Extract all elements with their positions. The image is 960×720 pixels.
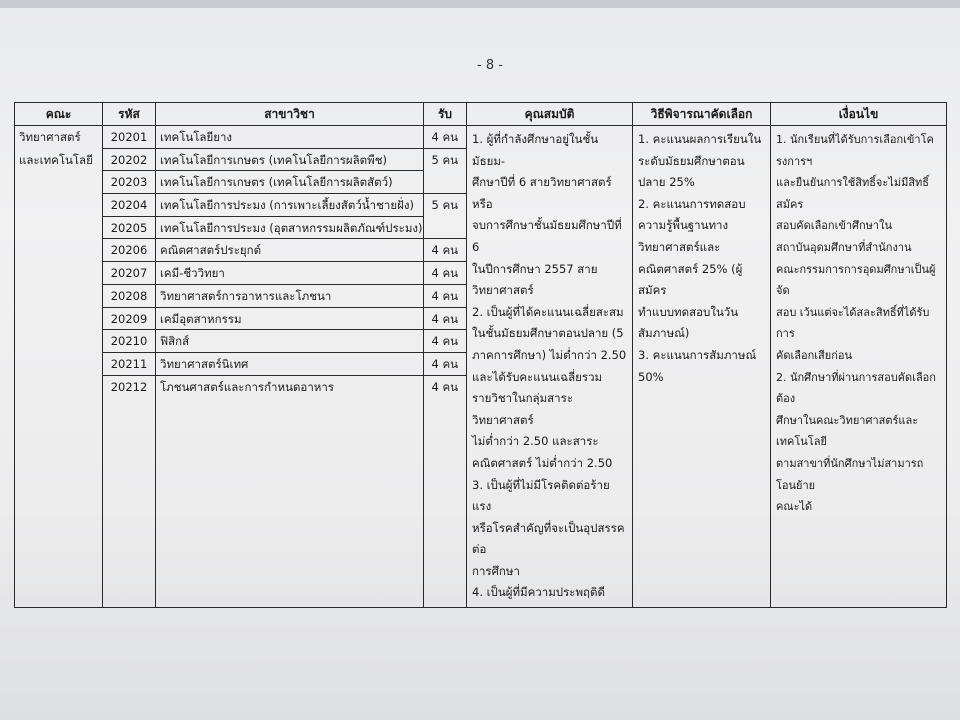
seats-cell: 4 คน: [424, 308, 466, 331]
condition-line: คณะได้: [776, 500, 813, 514]
selection-line: 2. คะแนนการทดสอบ: [638, 196, 746, 211]
major-cell: เคมีอุตสาหกรรม: [156, 308, 423, 331]
condition-line: สถาบันอุดมศึกษาที่สำนักงาน: [776, 240, 912, 254]
qualification-line: หรือโรคสำคัญที่จะเป็นอุปสรรคต่อ: [472, 520, 625, 557]
code-cell: 20207: [103, 262, 155, 285]
major-column: [156, 126, 424, 608]
condition-line: ตามสาขาที่นักศึกษาไม่สามารถโอนย้าย: [776, 456, 924, 492]
admission-table: [14, 102, 947, 608]
major-cell: เทคโนโลยีการประมง (การเพาะเลี้ยงสัตว์น้ำชายฝั่ง): [156, 194, 423, 217]
major-cell: เทคโนโลยียาง: [156, 126, 423, 149]
header-conditions: เงื่อนไข: [771, 103, 947, 126]
major-cell: เทคโนโลยีการเกษตร (เทคโนโลยีการผลิตพืช): [156, 149, 423, 172]
qualification-line: วิทยาศาสตร์: [472, 283, 534, 298]
condition-line: คัดเลือกเสียก่อน: [776, 348, 852, 362]
code-column: [103, 126, 156, 608]
qualification-line: จบการศึกษาชั้นมัธยมศึกษาปีที่ 6: [472, 218, 622, 254]
condition-line: คณะกรรมการการอุดมศึกษาเป็นผู้จัด: [776, 262, 936, 298]
code-cell: 20202: [103, 149, 155, 172]
qualification-line: ภาคการศึกษา) ไม่ต่ำกว่า 2.50: [472, 347, 627, 362]
major-cell: คณิตศาสตร์ประยุกต์: [156, 239, 423, 262]
selection-line: วิทยาศาสตร์และ: [638, 239, 721, 254]
code-cell: 20208: [103, 285, 155, 308]
condition-line: สอบคัดเลือกเข้าศึกษาใน: [776, 219, 892, 233]
code-cell: 20209: [103, 308, 155, 331]
selection-line: ทำแบบทดสอบในวัน: [638, 304, 739, 319]
seats-cell: 4 คน: [424, 330, 466, 353]
selection-line: 50%: [638, 369, 664, 384]
seats-cell: 4 คน: [424, 353, 466, 376]
major-cell: โภชนศาสตร์และการกำหนดอาหาร: [160, 379, 334, 394]
condition-line: สอบ เว้นแต่จะได้สละสิทธิ์ที่ได้รับการ: [776, 305, 930, 341]
major-cell: วิทยาศาสตร์นิเทศ: [156, 353, 423, 376]
qualification-line: 2. เป็นผู้ที่ได้คะแนนเฉลี่ยสะสม: [472, 304, 624, 319]
conditions-cell: [771, 126, 947, 608]
selection-cell: [633, 126, 771, 608]
code-cell: 20201: [103, 126, 155, 149]
qualification-line: ศึกษาปีที่ 6 สายวิทยาศาสตร์หรือ: [472, 175, 612, 211]
header-faculty: คณะ: [15, 103, 103, 126]
faculty-line: วิทยาศาสตร์: [19, 130, 81, 144]
major-cell: ฟิสิกส์: [156, 330, 423, 353]
major-cell: เคมี-ชีววิทยา: [156, 262, 423, 285]
faculty-line: และเทคโนโลยี: [19, 152, 93, 167]
seats-cell: 4 คน: [424, 285, 466, 308]
selection-line: ปลาย 25%: [638, 175, 695, 190]
code-cell: 20206: [103, 239, 155, 262]
condition-line: 2. นักศึกษาที่ผ่านการสอบคัดเลือกต้อง: [776, 370, 936, 406]
header-major: สาขาวิชา: [156, 103, 424, 126]
code-cell: 20211: [103, 353, 155, 376]
qualification-line: ในปีการศึกษา 2557 สาย: [472, 261, 598, 276]
table-body-row: [15, 126, 947, 608]
qualification-line: 1. ผู้ที่กำลังศึกษาอยู่ในชั้นมัธยม-: [472, 132, 599, 168]
header-selection: วิธีพิจารณาคัดเลือก: [633, 103, 771, 126]
major-cell: เทคโนโลยีการประมง (อุตสาหกรรมผลิตภัณฑ์ประมง): [156, 217, 423, 240]
seats-cell: 4 คน: [431, 379, 458, 394]
header-qualifications: คุณสมบัติ: [467, 103, 633, 126]
selection-line: 1. คะแนนผลการเรียนใน: [638, 132, 762, 146]
code-cell: 20204: [103, 194, 155, 217]
qualification-line: 4. เป็นผู้ที่มีความประพฤติดี: [472, 585, 605, 600]
seats-cell: 4 คน: [424, 126, 466, 149]
qualification-line: รายวิชาในกลุ่มสาระวิทยาศาสตร์: [472, 391, 573, 427]
qualification-line: ไม่ต่ำกว่า 2.50 และสาระ: [472, 434, 599, 449]
code-cell: 20212: [110, 379, 148, 394]
code-cell: 20210: [103, 330, 155, 353]
selection-line: สัมภาษณ์): [638, 326, 690, 341]
qualification-line: การศึกษา: [472, 563, 520, 578]
seats-cell: 4 คน: [424, 239, 466, 262]
selection-line: คณิตศาสตร์ 25% (ผู้สมัคร: [638, 261, 743, 298]
qualification-line: และได้รับคะแนนเฉลี่ยรวม: [472, 369, 603, 384]
selection-line: ระดับมัธยมศึกษาตอน: [638, 153, 745, 168]
qualification-line: คณิตศาสตร์ ไม่ต่ำกว่า 2.50: [472, 455, 613, 470]
page-number: - 8 -: [477, 58, 503, 73]
qualification-line: 3. เป็นผู้ที่ไม่มีโรคติดต่อร้ายแรง: [472, 477, 610, 514]
major-cell: วิทยาศาสตร์การอาหารและโภชนา: [156, 285, 423, 308]
selection-line: ความรู้พื้นฐานทาง: [638, 218, 729, 233]
code-cell: 20205: [103, 217, 155, 240]
seats-column: [424, 126, 467, 608]
selection-line: 3. คะแนนการสัมภาษณ์: [638, 347, 757, 362]
table-header-row: [15, 103, 947, 126]
seats-cell: 5 คน: [431, 152, 458, 167]
seats-cell: [424, 217, 466, 240]
condition-line: และยืนยันการใช้สิทธิ์จะไม่มีสิทธิ์สมัคร: [776, 176, 929, 211]
header-code: รหัส: [103, 103, 156, 126]
seats-cell: 4 คน: [424, 262, 466, 285]
seats-cell: 5 คน: [431, 198, 458, 213]
condition-line: ศึกษาในคณะวิทยาศาสตร์และเทคโนโลยี: [776, 413, 919, 449]
qualifications-cell: [467, 126, 633, 608]
qualification-line: ในชั้นมัธยมศึกษาตอนปลาย (5: [472, 326, 624, 341]
faculty-cell: [15, 126, 103, 608]
header-seats: รับ: [424, 103, 467, 126]
major-cell: เทคโนโลยีการเกษตร (เทคโนโลยีการผลิตสัตว์): [156, 171, 423, 194]
document-page: [0, 8, 960, 720]
code-cell: 20203: [103, 171, 155, 194]
seats-cell: [424, 171, 466, 194]
condition-line: 1. นักเรียนที่ได้รับการเลือกเข้าโครงการฯ: [776, 133, 934, 168]
